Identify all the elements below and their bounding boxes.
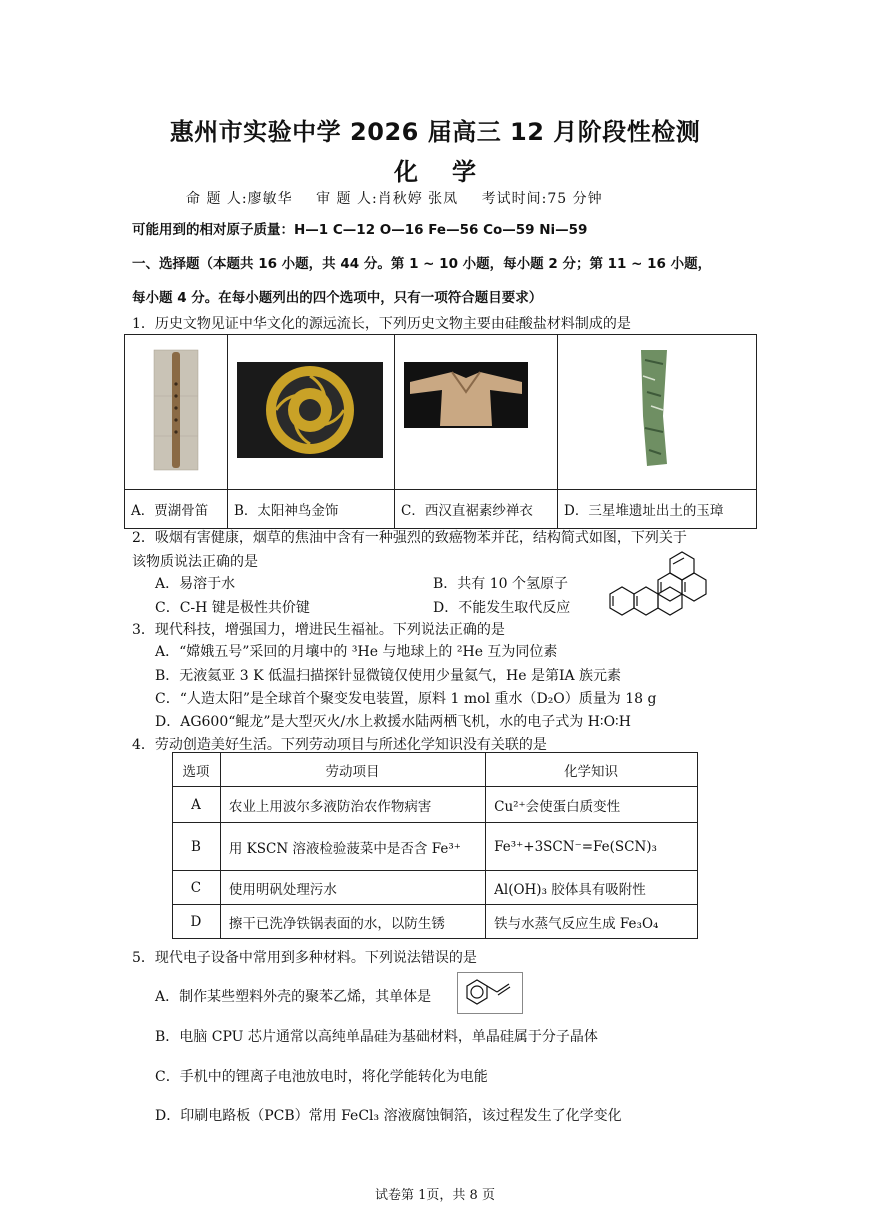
q4-row-labor: 农业上用波尔多液防治农作物病害 (220, 787, 485, 823)
q4-row-label: D (173, 905, 221, 939)
subject-title: 化学 (394, 158, 510, 186)
q2-stem-line1: 2．吸烟有害健康，烟草的焦油中含有一种强烈的致癌物苯并芘，结构简式如图，下列关于 (132, 530, 687, 546)
silk-robe-image (396, 336, 556, 484)
q4-row-d (173, 905, 698, 939)
q4-header-option: 选项 (173, 753, 221, 787)
exam-time: 考试时间:75 分钟 (481, 191, 603, 207)
q4-row-label: A (173, 787, 221, 823)
q4-header-knowledge: 化学知识 (486, 753, 698, 787)
gold-sunbird-image (229, 336, 393, 484)
exam-title: 惠州市实验中学 2026 届高三 12 月阶段性检测 (169, 118, 701, 146)
q4-row-c (173, 871, 698, 905)
q2-option-b: B．共有 10 个氢原子 (433, 576, 569, 592)
q5-option-c: C．手机中的锂离子电池放电时，将化学能转化为电能 (155, 1069, 488, 1085)
q5-option-a: A．制作某些塑料外壳的聚苯乙烯，其单体是 (155, 989, 432, 1005)
q4-stem: 4．劳动创造美好生活。下列劳动项目与所述化学知识没有关联的是 (132, 737, 547, 753)
benzopyrene-structure (598, 548, 728, 624)
q4-row-knowledge: 铁与水蒸气反应生成 Fe₃O₄ (486, 905, 698, 939)
q1-option-c: C．西汉直裾素纱禅衣 (395, 490, 558, 529)
author: 命 题 人:廖敏华 (186, 191, 293, 207)
q3-stem: 3．现代科技，增强国力，增进民生福祉。下列说法正确的是 (132, 622, 505, 638)
q4-row-label: B (173, 823, 221, 871)
q4-row-labor: 使用明矾处理污水 (220, 871, 485, 905)
q4-row-knowledge: Fe³⁺+3SCN⁻=Fe(SCN)₃ (486, 823, 698, 871)
q4-row-labor: 用 KSCN 溶液检验菠菜中是否含 Fe³⁺ (220, 823, 485, 871)
q4-header-labor: 劳动项目 (220, 753, 485, 787)
q4-row-b (173, 823, 698, 871)
q1-artifact-table (124, 334, 757, 529)
q1-option-b: B．太阳神鸟金饰 (228, 490, 395, 529)
q3-option-d: D．AG600“鲲龙”是大型灭火/水上救援水陆两栖飞机，水的电子式为 H∶O∶H (155, 714, 631, 730)
q1-image-a (125, 335, 228, 490)
q5-option-b: B．电脑 CPU 芯片通常以高纯单晶硅为基础材料，单晶硅属于分子晶体 (155, 1029, 598, 1045)
q3-option-c: C．“人造太阳”是全球首个聚变发电装置，原料 1 mol 重水（D₂O）质量为 18 g (155, 691, 657, 707)
q4-row-knowledge: Cu²⁺会使蛋白质变性 (486, 787, 698, 823)
q1-image-b (228, 335, 395, 490)
q5-stem: 5．现代电子设备中常用到多种材料。下列说法错误的是 (132, 950, 477, 966)
q4-row-label: C (173, 871, 221, 905)
q4-row-a (173, 787, 698, 823)
q2-option-c: C．C-H 键是极性共价键 (155, 600, 310, 616)
styrene-structure (457, 972, 523, 1014)
q3-option-b: B．无液氦亚 3 K 低温扫描探针显微镜仅使用少量氦气，He 是第ⅠA 族元素 (155, 668, 622, 684)
q1-option-d: D．三星堆遗址出土的玉璋 (558, 490, 757, 529)
q1-stem: 1．历史文物见证中华文化的源远流长，下列历史文物主要由硅酸盐材料制成的是 (132, 316, 631, 332)
q5-option-d: D．印刷电路板（PCB）常用 FeCl₃ 溶液腐蚀铜箔，该过程发生了化学变化 (155, 1108, 622, 1124)
q4-row-labor: 擦干已洗净铁锅表面的水，以防生锈 (220, 905, 485, 939)
bone-flute-image (126, 336, 226, 484)
q4-table (172, 752, 698, 939)
q2-stem-line2: 该物质说法正确的是 (132, 554, 258, 570)
q1-image-c (395, 335, 558, 490)
atomic-masses: 可能用到的相对原子质量：H—1 C—12 O—16 Fe—56 Co—59 Ni—59 (132, 222, 588, 238)
section1-line1: 一、选择题（本题共 16 小题，共 44 分。第 1 ~ 10 小题，每小题 2 分；第 11 ~ 16 小题， (132, 256, 712, 272)
section1-line2: 每小题 4 分。在每小题列出的四个选项中，只有一项符合题目要求） (132, 290, 543, 306)
q1-image-d (558, 335, 757, 490)
q4-row-knowledge: Al(OH)₃ 胶体具有吸附性 (486, 871, 698, 905)
q2-option-d: D．不能发生取代反应 (433, 600, 571, 616)
q2-option-a: A．易溶于水 (155, 576, 236, 592)
reviewer: 审 题 人:肖秋婷 张凤 (316, 191, 459, 207)
exam-info (186, 188, 621, 208)
page-footer: 试卷第 1页，共 8 页 (375, 1188, 495, 1203)
q3-option-a: A．“嫦娥五号”采回的月壤中的 ³He 与地球上的 ²He 互为同位素 (155, 644, 558, 660)
jade-zhang-image (559, 336, 755, 484)
q1-option-a: A．贾湖骨笛 (125, 490, 228, 529)
